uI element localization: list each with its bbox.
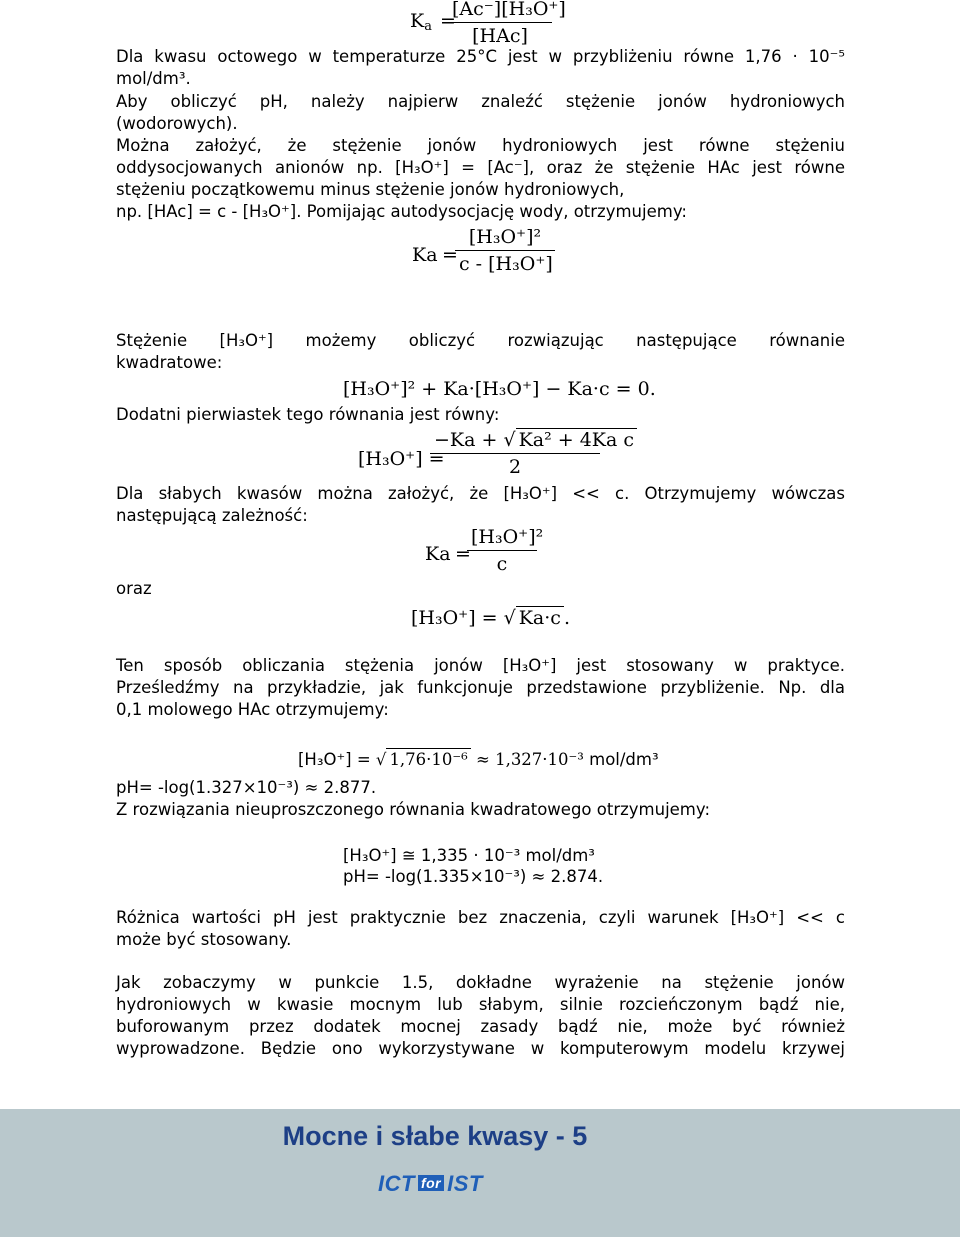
paragraph-9-line-2: może być stosowany. bbox=[116, 930, 292, 949]
eq7 bbox=[298, 748, 798, 771]
paragraph-4-line-2: kwadratowe: bbox=[116, 353, 223, 372]
eq7-approximation: ≈ 1,327·10⁻³ bbox=[476, 750, 584, 769]
fraction-eq2 bbox=[455, 226, 555, 275]
logo-part-ist: IST bbox=[447, 1171, 483, 1196]
fraction-eq4-numerator bbox=[430, 428, 634, 454]
fraction-eq5-numerator: [H₃O⁺]² bbox=[467, 526, 537, 551]
paragraph-7-line-3: 0,1 molowego HAc otrzymujemy: bbox=[116, 700, 389, 719]
sqrt-eq7: √ 1,76·10⁻⁶ bbox=[376, 748, 471, 771]
fraction-eq2-denominator: c - [H₃O⁺] bbox=[459, 253, 553, 275]
ka-symbol-eq2: Ka bbox=[412, 244, 438, 266]
paragraph-2-line-2: (wodorowych). bbox=[116, 114, 238, 133]
paragraph-3-line-2: oddysocjowanych anionów np. [H₃O⁺] = [Ac⁻], oraz że stężenie HAc jest równe bbox=[116, 158, 845, 177]
paragraph-1-line-2: mol/dm³. bbox=[116, 69, 191, 88]
paragraph-7-line-1: Ten sposób obliczania stężenia jonów [H₃O⁺] jest stosowany w praktyce. bbox=[116, 656, 845, 675]
paragraph-3-line-4: np. [HAc] = c - [H₃O⁺]. Pomijając autodysocjację wody, otrzymujemy: bbox=[116, 202, 687, 221]
ka-symbol-top: $K_a$ bbox=[410, 10, 432, 35]
equals-eq5: = bbox=[455, 543, 471, 565]
paragraph-3-line-3: stężeniu początkowemu minus stężenie jonów hydroniowych, bbox=[116, 180, 625, 199]
fraction-eq5 bbox=[467, 526, 544, 575]
paragraph-10-line-4: wyprowadzone. Będzie ono wykorzystywane w komputerowym modelu krzywej bbox=[116, 1039, 845, 1058]
sqrt-eq6-radicand: Ka·c bbox=[516, 606, 564, 629]
fraction-eq5-denominator: c bbox=[496, 553, 508, 575]
paragraph-3-line-1: Można założyć, że stężenie jonów hydroniowych jest równe stężeniu bbox=[116, 136, 845, 155]
paragraph-10-line-2: hydroniowych w kwasie mocnym lub słabym, silnie rozcieńczonym bądź nie, bbox=[116, 995, 845, 1014]
paragraph-6-line-2: następującą zależność: bbox=[116, 506, 308, 525]
logo-part-ict: ICT bbox=[378, 1171, 415, 1196]
logo-part-for: for bbox=[418, 1175, 444, 1191]
eq4-lhs: [H₃O⁺] = bbox=[358, 448, 445, 470]
paragraph-5: Dodatni pierwiastek tego równania jest równy: bbox=[116, 405, 500, 424]
paragraph-10-line-3: buforowanym przez dodatek mocnej zasady bądź nie, może być również bbox=[116, 1017, 845, 1036]
paragraph-1-line-1: Dla kwasu octowego w temperaturze 25°C jest w przybliżeniu równe 1,76 · 10⁻⁵ bbox=[116, 47, 845, 66]
footer-title: Mocne i słabe kwasy - 5 bbox=[282, 1121, 588, 1151]
sqrt-eq6: √ Ka·c bbox=[504, 606, 564, 629]
sqrt-eq4: √ Ka² + 4Ka c bbox=[503, 428, 637, 451]
ph-approx: pH= -log(1.327×10⁻³) ≈ 2.877. bbox=[116, 778, 377, 797]
paragraph-10-line-1: Jak zobaczymy w punkcie 1.5, dokładne wyrażenie na stężenie jonów bbox=[116, 973, 845, 992]
eq7-unit: mol/dm³ bbox=[589, 750, 659, 769]
fraction-eq2-numerator: [H₃O⁺]² bbox=[455, 226, 555, 251]
oraz-label: oraz bbox=[116, 579, 152, 598]
page-footer bbox=[0, 1109, 960, 1237]
ka-symbol-eq5: Ka bbox=[425, 543, 451, 565]
paragraph-7-line-2: Prześledźmy na przykładzie, jak funkcjonuje przedstawione przybliżenie. Np. dla bbox=[116, 678, 845, 697]
fraction-top bbox=[448, 0, 566, 47]
paragraph-9-line-1: Różnica wartości pH jest praktycznie bez znaczenia, czyli warunek [H₃O⁺] << c bbox=[116, 908, 845, 927]
quadratic-equation: [H₃O⁺]² + Ka·[H₃O⁺] − Ka·c = 0. bbox=[343, 378, 656, 400]
eq4-numerator-prefix: −Ka + bbox=[434, 429, 498, 451]
paragraph-8: Z rozwiązania nieuproszczonego równania kwadratowego otrzymujemy: bbox=[116, 800, 710, 819]
result-concentration: [H₃O⁺] ≅ 1,335 · 10⁻³ mol/dm³ bbox=[343, 846, 595, 865]
fraction-top-numerator: [Ac⁻][H₃O⁺] bbox=[448, 0, 552, 23]
fraction-top-denominator: [HAc] bbox=[472, 25, 528, 47]
eq7-lhs: [H₃O⁺] = bbox=[298, 750, 371, 769]
equals-top: = bbox=[440, 10, 456, 32]
ict-for-ist-logo bbox=[378, 1171, 483, 1197]
result-ph: pH= -log(1.335×10⁻³) ≈ 2.874. bbox=[343, 867, 604, 886]
paragraph-6-line-1: Dla słabych kwasów można założyć, że [H₃O⁺] << c. Otrzymujemy wówczas bbox=[116, 484, 845, 503]
paragraph-4-line-1: Stężenie [H₃O⁺] możemy obliczyć rozwiązując następujące równanie bbox=[116, 331, 845, 350]
sqrt-eq7-radicand: 1,76·10⁻⁶ bbox=[386, 748, 470, 771]
eq6 bbox=[411, 606, 570, 629]
eq6-lhs: [H₃O⁺] = bbox=[411, 607, 498, 629]
paragraph-2-line-1: Aby obliczyć pH, należy najpierw znaleźć stężenie jonów hydroniowych bbox=[116, 92, 845, 111]
fraction-eq4-denominator: 2 bbox=[508, 456, 522, 478]
equals-eq2: = bbox=[442, 244, 458, 266]
sqrt-eq4-radicand: Ka² + 4Ka c bbox=[516, 428, 637, 451]
fraction-eq4 bbox=[430, 428, 634, 478]
eq6-period: . bbox=[563, 607, 570, 629]
